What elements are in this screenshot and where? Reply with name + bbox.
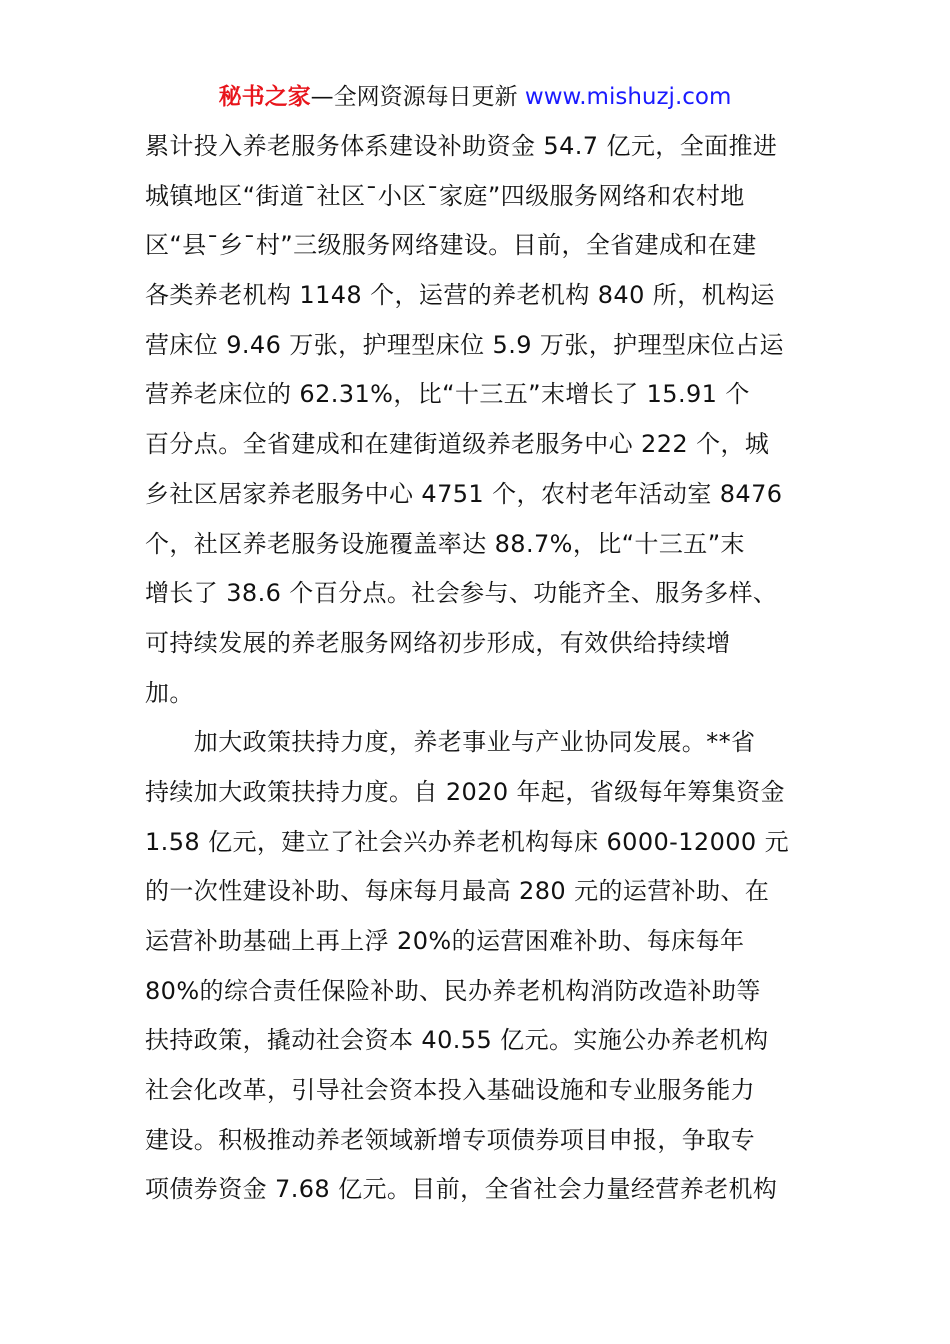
text-line: 营养老床位的 62.31%，比“十三五”末增长了 15.91 个 [145, 380, 750, 409]
document-body [145, 122, 815, 1215]
text-line: 乡社区居家养老服务中心 4751 个，农村老年活动室 8476 [145, 479, 783, 508]
text-line: 80%的综合责任保险补助、民办养老机构消防改造补助等 [145, 976, 761, 1005]
site-brand: 秘书之家 [218, 84, 311, 110]
text-line: 增长了 38.6 个百分点。社会参与、功能齐全、服务多样、 [145, 579, 778, 608]
text-line: 城镇地区“街道¯社区¯小区¯家庭”四级服务网络和农村地 [145, 181, 745, 210]
text-line: 营床位 9.46 万张，护理型床位 5.9 万张，护理型床位占运 [145, 330, 784, 359]
text-line: 可持续发展的养老服务网络初步形成，有效供给持续增 [145, 628, 731, 657]
text-line: 各类养老机构 1148 个，运营的养老机构 840 所，机构运 [145, 281, 775, 310]
text-line: 社会化改革，引导社会资本投入基础设施和专业服务能力 [145, 1076, 755, 1105]
text-line: 的一次性建设补助、每床每月最高 280 元的运营补助、在 [145, 877, 770, 906]
text-line: 百分点。全省建成和在建街道级养老服务中心 222 个，城 [145, 430, 770, 459]
text-line: 个，社区养老服务设施覆盖率达 88.7%，比“十三五”末 [145, 529, 745, 558]
text-line: 加。 [145, 678, 194, 707]
text-line: 运营补助基础上再上浮 20%的运营困难补助、每床每年 [145, 927, 745, 955]
text-line: 1.58 亿元，建立了社会兴办养老机构每床 6000-12000 元 [145, 827, 790, 856]
text-line: 扶持政策，撬动社会资本 40.55 亿元。实施公办养老机构 [145, 1026, 769, 1055]
site-url-link[interactable]: www.mishuzj.com [524, 84, 732, 110]
text-line: 区“县¯乡¯村”三级服务网络建设。目前，全省建成和在建 [145, 231, 757, 260]
text-line: 建设。积极推动养老领域新增专项债券项目申报，争取专 [145, 1125, 755, 1154]
text-line: 累计投入养老服务体系建设补助资金 54.7 亿元，全面推进 [145, 132, 778, 160]
text-line: 项债券资金 7.68 亿元。目前，全省社会力量经营养老机构 [145, 1175, 778, 1204]
text-line: 持续加大政策扶持力度。自 2020 年起，省级每年筹集资金 [145, 777, 785, 806]
site-header [0, 80, 950, 114]
paragraph-start-line: 加大政策扶持力度，养老事业与产业协同发展。**省 [145, 728, 756, 757]
site-tagline: —全网资源每日更新 [310, 84, 525, 110]
